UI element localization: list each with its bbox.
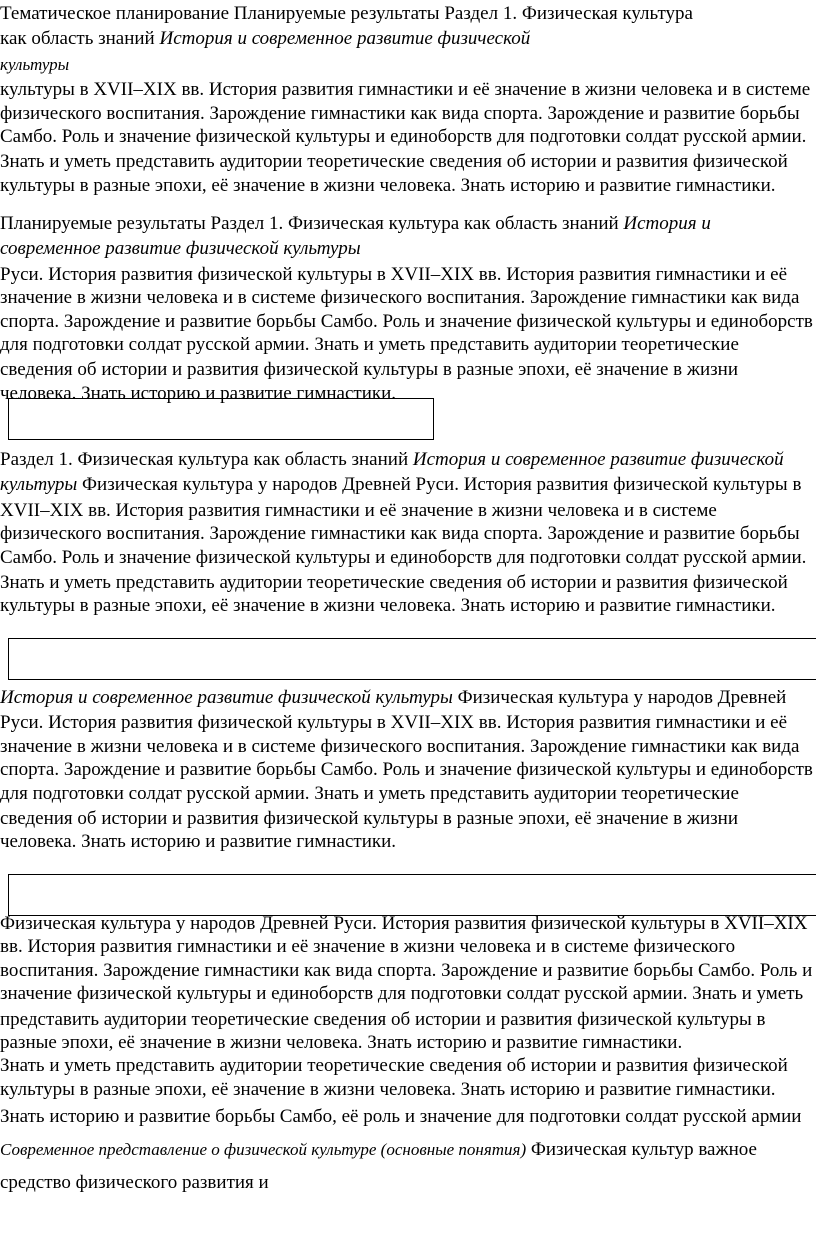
- heading-line-3: [0, 53, 816, 78]
- text-block-5: [0, 912, 816, 1199]
- history-italic-text: История и современное развитие физической: [159, 28, 531, 50]
- culture-italic-text: культуры: [0, 54, 70, 74]
- thematic-planning-text: Тематическое планирование: [0, 3, 230, 24]
- body-paragraph-3: [0, 448, 816, 618]
- body-tail-text: Знать и уметь представить аудитории теоретические сведения об истории и развития физической культуры в разные эпохи, её значение в жизни человека. Знать историю и развитие гимнастики.: [0, 572, 788, 617]
- body-paragraph-6: [0, 1054, 816, 1101]
- body-text: Физическая культура у народов Древней Руси. История развития физической культуры в XVII–XIX вв. История развития гимнастики и её значение в жизни человека и в системе физического воспитания. Зарождение гимнастики как вида спорта. Зарождение и развитие борьбы Самбо. Роль и значение физической культуры и единоборств для подготовки солдат русской армии.: [0, 474, 807, 568]
- body-text: культуры в XVII–XIX вв. История развития гимнастики и её значение в жизни человека и в системе физического воспитания. Зарождение гимнастики как вида спорта. Зарождение и развитие борьбы Самбо. Роль и значение физической культуры и единоборств для подготовки солдат русской армии.: [0, 79, 811, 148]
- body-paragraph-1: [0, 78, 816, 197]
- text-block-1: [0, 2, 816, 197]
- history-italic-text: История и современное развитие физической культуры: [0, 213, 711, 260]
- body-text: Физическая культур важное средство физического развития и: [0, 1139, 757, 1194]
- history-italic-text: История и современное развитие физической культуры: [0, 687, 453, 708]
- body-text: Знать и уметь представить аудитории теоретические сведения об истории и развития физической культуры в разные эпохи, её значение в жизни человека. Знать историю и развитие гимнастики.: [0, 1055, 788, 1100]
- section-title-text: Раздел 1. Физическая культура как область знаний: [210, 213, 619, 234]
- knowledge-area-text: как область знаний: [0, 28, 155, 50]
- empty-frame-1: [8, 398, 434, 440]
- body-paragraph-5: [0, 912, 816, 1054]
- heading-line-2: [0, 27, 816, 52]
- text-block-2: [0, 212, 816, 405]
- body-text: Знать историю и развитие борьбы Самбо, её роль и значение для подготовки солдат русской армии: [0, 1106, 802, 1128]
- planned-results-text: Планируемые результаты: [229, 3, 440, 24]
- modern-view-italic-text: Современное представление о физической культуре (основные понятия): [0, 1140, 527, 1160]
- body-paragraph-4: [0, 686, 816, 854]
- history-italic-text: История и современное развитие физической культуры: [0, 449, 784, 496]
- body-tail-text: Знать и уметь представить аудитории теоретические сведения об истории и развития физической культуры в разные эпохи, её значение в жизни человека. Знать историю и развитие гимнастики.: [0, 983, 804, 1054]
- body-tail-text: Знать и уметь представить аудитории теоретические сведения об истории и развития физической культуры в разные эпохи, её значение в жизни человека. Знать историю и развитие гимнастики.: [0, 334, 739, 404]
- heading-line: [0, 212, 816, 263]
- text-block-3: [0, 448, 816, 618]
- section-title-text: Раздел 1. Физическая культура как область знаний: [0, 449, 409, 470]
- heading-line-1: [0, 2, 816, 27]
- body-text: Руси. История развития физической культуры в XVII–XIX вв. История развития гимнастики и её значение в жизни человека и в системе физического воспитания. Зарождение гимнастики как вида спорта. Зарождение и развитие борьбы Самбо. Роль и значение физической культуры и единоборств для подготовки солдат русской армии.: [0, 263, 813, 356]
- section-title-text: Раздел 1. Физическая культура: [444, 3, 693, 24]
- body-tail-text: Знать и уметь представить аудитории теоретические сведения об истории и развития физической культуры в разные эпохи, её значение в жизни человека. Знать историю и развитие гимнастики.: [0, 151, 788, 196]
- planned-results-text: Планируемые результаты: [0, 213, 206, 234]
- empty-frame-3: [8, 874, 816, 916]
- text-block-4: [0, 686, 816, 854]
- body-tail-text: Знать и уметь представить аудитории теоретические сведения об истории и развития физической культуры в разные эпохи, её значение в жизни человека. Знать историю и развитие гимнастики.: [0, 782, 739, 853]
- empty-frame-2: [8, 638, 816, 680]
- body-paragraph-7: [0, 1101, 816, 1199]
- body-text: Физическая культура у народов Древней Руси. История развития физической культуры в XVII–XIX вв. История развития гимнастики и её значение в жизни человека и в системе физического воспитания. Зарождение гимнастики как вида спорта. Зарождение и развитие борьбы Самбо. Роль и значение физической культуры и единоборств для подготовки солдат русской армии.: [0, 687, 813, 804]
- body-text: Физическая культура у народов Древней Руси. История развития физической культуры в XVII–XIX вв. История развития гимнастики и её значение в жизни человека и в системе физического воспитания. Зарождение гимнастики как вида спорта. Зарождение и развитие борьбы Самбо. Роль и значение физической культуры и единоборств для подготовки солдат русской армии.: [0, 913, 813, 1005]
- body-paragraph-2: [0, 263, 816, 405]
